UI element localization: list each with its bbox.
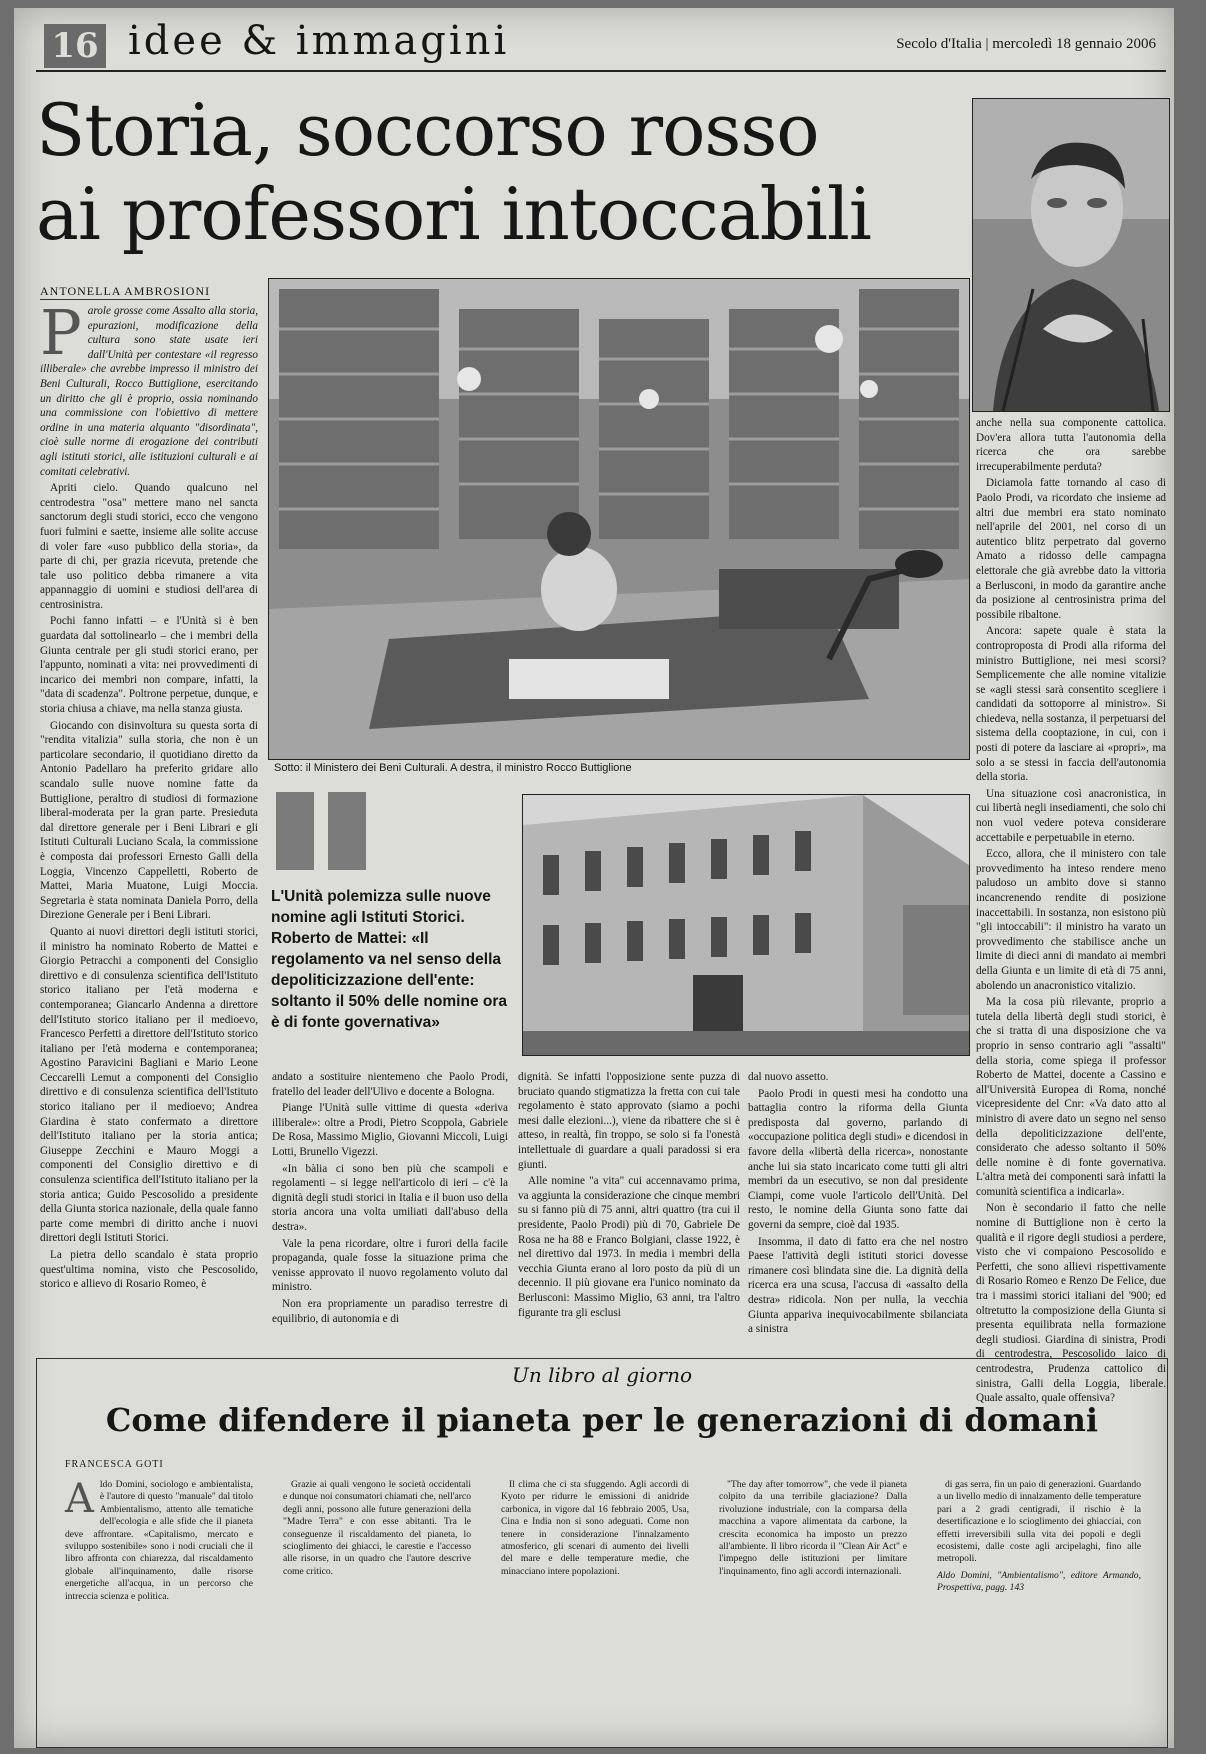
article-column-4	[748, 1070, 968, 1336]
paragraph: Ecco, allora, che il ministero con tale provvedimento ha inteso rendere meno paludoso un ambito dove si stanno incancrenendo rendite di posizione inaccettabili. In sostanza, non esistono più "gli intoccabili": il ministro ha varato un provvedimento che stabilisce anche un limite di dieci anni di mandato ai membri della Giunta e un limite di età di 75 anni, abolendo un anacronistico vitalizio.	[976, 848, 1166, 992]
paragraph: Diciamola fatte tornando al caso di Paolo Prodi, va ricordato che insieme ad altri due membri era stato nominato nell'aprile del 2001, nel corso di un autentico blitz perpetrato dal governo Amato a ridosso delle campagna elettorale che già avrebbe dato la vittoria a Berlusconi, in modo da garantire anche da posizione al centrosinistra prima del possibile ribaltone.	[976, 477, 1166, 621]
paragraph: Paolo Prodi in questi mesi ha condotto una battaglia contro la riforma della Giunta predisposta dal governo, parlando di «occupazione politica degli studi» e dicendosi in favore della «libertà della ricerca», nonostante anche lui sia stato incaricato come tutti gli altri membri da un esecutivo, se non dal presidente Ciampi, come vuole l'articolo dell'Unità. Del resto, le nomine della Giunta sono fatte dai governi da sempre, cioè dal 1935.	[748, 1087, 968, 1231]
box-kicker: Un libro al giorno	[511, 1363, 693, 1387]
article-byline: ANTONELLA AMBROSIONI	[40, 284, 211, 298]
masthead-rule	[36, 70, 1166, 72]
portrait-image	[973, 99, 1169, 411]
dateline: Secolo d'Italia | mercoledì 18 gennaio 2006	[896, 36, 1156, 52]
paragraph: Ancora: sapete quale è stata la controproposta di Prodi alla riforma del ministro Buttiglione, nei mesi scorsi? Semplicemente che alle nomine vitalizie se «agli stessi sarà consentito scegliere i candidati da sottoporre al ministro». Si chiedeva, nella sostanza, il perpetuarsi del sistema della cooptazione, in cui, con i posti di potere da lasciare ai «propri», ma solo a se stessi in faccia dell'autonomia della storia.	[976, 625, 1166, 784]
headline-line-1: Storia, soccorso rosso	[36, 88, 819, 172]
pull-quote: L'Unità polemizza sulle nuove nomine agli Istituti Storici. Roberto de Mattei: «Il regolamento va nel senso della depoliticizzazione dell'ente: soltanto il 50% delle nomine ora è di fonte governativa»	[271, 888, 507, 1031]
box-column-4	[719, 1479, 907, 1737]
paragraph: Ma la cosa più rilevante, proprio a tutela della libertà degli studi storici, è che si tratta di una disposizione che va proprio in senso contrario agli "assalti" della storia, come spiega il professor Roberto de Mattei, docente a Cassino e all'Università Europea di Roma, nonché vicepresidente del Cnr: «Va dato atto al ministro di avere dato un segno nel senso della depoliticizzazione dell'ente, considerato che adesso soltanto il 50% delle nomine è di fonte governativa. L'altra metà dei componenti sarà infatti la comunità scientifica a indicarla».	[976, 996, 1166, 1198]
article-column-1	[40, 296, 258, 1336]
drop-cap: P	[40, 296, 82, 369]
masthead	[44, 14, 1164, 74]
box-column-5	[937, 1479, 1141, 1737]
paragraph: Pochi fanno infatti – e l'Unità si è ben guardata dal sottolinearlo – che i membri della Giunta centrale per gli studi storici erano, per l'appunto, nominati a vita: nei provvedimenti di incarico dei membri non compare, infatti, la "data di scadenza". Poltrone perpetue, dunque, e storia chiusa a chiave, ma nella stanza giusta.	[40, 615, 258, 716]
library-photo	[268, 278, 970, 760]
paragraph: Il clima che ci sta sfuggendo. Agli accordi di Kyoto per ridurre le emissioni di anidride carbonica, in vigore dal 16 febbraio 2005, Usa, Cina e India non si sono adeguati. Come non tenere in considerazione l'innalzamento atmosferico, gli scenari di aumento dei livelli del mare e delle temperature medie, che minacciano intere popolazioni.	[501, 1479, 689, 1577]
headline-line-2: ai professori intoccabili	[36, 172, 871, 256]
ministry-building-photo	[522, 794, 970, 1056]
page-number: 16	[44, 24, 106, 68]
paragraph: Apriti cielo. Quando qualcuno nel centrodestra "osa" mettere mano nel sancta sanctorum degli studi storici, ecco che vengono fuori fulmini e saette, insieme alle solite accuse di voler fare «uso pubblico della storia», da parte di chi, per grazia ricevuta, pretende che tale uso politico debba rimanere a vita appannaggio di uomini e studiosi dell'area di centrosinistra.	[40, 482, 258, 611]
paragraph: Giocando con disinvoltura su questa sorta di "rendita vitalizia" sulla storia, che non è un particolare secondario, il quotidiano diretto da Antonio Padellaro ha preferito gridare allo scandalo sulle nuove nomine fatte da Buttiglione, peraltro di studiosi di formazione liberal-moderata per la gran parte. Presieduta dal direttore generale per i Beni Librari e gli Istituti Culturali Luciano Scala, la commissione è composta dai professori Ernesto Galli della Loggia, Vincenzo Cappelletti, Roberto de Mattei, Maria Muatone, Luigi Moccia. Segretaria è stata nominata Daniela Porro, della Direzione Generale per i Beni Librari.	[40, 719, 258, 922]
paragraph: Alle nomine "a vita" cui accennavamo prima, va aggiunta la considerazione che cinque membri su si fanno più di 75 anni, altri quattro (tra cui il presidente, Paolo Prodi) più di 70, Gabriele De Rosa ne ha 88 e Franco Bolgiani, classe 1922, è nel direttivo dal 1973. In media i membri della vecchia Giunta erano al loro posto da più di un decennio. Il più giovane era l'unico nominato da Berlusconi: Massimo Miglio, 63 anni, tra l'altro figurante tra gli esclusi	[518, 1175, 740, 1319]
paragraph: Grazie ai quali vengono le società occidentali e dunque noi consumatori chiamati che, nell'arco degli anni, possono alle future generazioni della "Madre Terra" e con esse abitanti. Tra le conseguenze il riscaldamento del pianeta, lo scioglimento dei ghiacci, le carestie e l'accesso alle risorse, in un quadro che l'autore descrive come critico.	[283, 1479, 471, 1577]
paragraph: ldo Domini, sociologo e ambientalista, è l'autore di questo "manuale" dal titolo Ambientalismo, attento alle tematiche dell'ecologia e alle sfide che il pianeta deve affrontare. «Capitalismo, mercato e sviluppo sostenibile» sono i nodi cruciali che il libro affronta con chiarezza, dal riscaldamento globale all'inquinamento, dalle risorse energetiche all'acqua, in un percorso che intreccia scienza e politica.	[65, 1479, 253, 1602]
paragraph: Insomma, il dato di fatto era che nel nostro Paese l'attività degli istituti storici dovesse rimanere così blindata sine die. La dignità della ricerca era una scusa, l'accusa di «assalto della destra» ridicola. Non per nulla, la vecchia Giunta appariva inequivocabilmente sbilanciata a sinistra	[748, 1235, 968, 1336]
paragraph: Piange l'Unità sulle vittime di questa «deriva illiberale»: oltre a Prodi, Pietro Scoppola, Gabriele De Rosa, Massimo Miglio, Giovanni Miccoli, Luigi Lotti, Brunello Vigezzi.	[272, 1102, 508, 1158]
paragraph: arole grosse come Assalto alla storia, epurazioni, modificazione della cultura sono state usate ieri dall'Unità per contestare «il regresso illiberale» che avrebbe impresso il ministro dei Beni Culturali, Rocco Buttiglione, esercitando un diritto che gli è proprio, ossia nominando una commissione con l'obiettivo di mettere ordine in una materia alquanto "disordinata", cioè sulle norme di erogazione dei contributi agli istituti storici, alle istituzioni culturali e ai comitati celebrativi.	[40, 305, 258, 478]
box-column-3	[501, 1479, 689, 1737]
article-column-3	[518, 1070, 740, 1332]
article-headline	[36, 88, 956, 256]
box-title: Come difendere il pianeta per le generazioni di domani	[105, 1401, 1099, 1439]
box-drop-cap: A	[65, 1476, 94, 1522]
paragraph: di gas serra, fin un paio di generazioni. Guardando a un livello medio di innalzamento delle temperature pari a 2 gradi centigradi, il rischio è la desertificazione e lo scioglimento dei ghiacciai, con effetti irreversibili sulla vita dei popoli e degli ecosistemi, dalle coste agli arcipelaghi, fino alle metropoli.	[937, 1479, 1141, 1565]
section-name: idee & immagini	[128, 18, 510, 64]
paragraph: Non è secondario il fatto che nelle nomine di Buttiglione non è certo la qualità e il rigore degli studiosi a perdere, visto che vi compaiono Pescosolido e Perfetti, che sono allievi rispettivamente di Rosario Romeo e Renzo De Felice, due tra i massimi storici italiani del '900; ed oltretutto la composizione della Giunta si presenta equilibrata nella formazione degli studiosi. Giardina di sinistra, Prodi di centrodestra, Pescosolido laico di centrodestra, Prudenza cattolico di sinistra, Galli della Loggia, liberale. Quale assalto, quale offensiva?	[976, 1202, 1166, 1405]
minister-portrait-photo	[972, 98, 1170, 412]
library-reading-room-image	[269, 279, 969, 759]
pull-quote-mark	[276, 792, 371, 870]
photo-caption: Sotto: il Ministero dei Beni Culturali. A destra, il ministro Rocco Buttiglione	[274, 762, 632, 774]
paragraph: dignità. Se infatti l'opposizione sente puzza di bruciato quando stigmatizza la fretta con cui tale regolamento è stato approvato (siamo a pochi mesi dalle elezioni...), viene da ribattere che si è atteso, in realtà, fin troppo, se solo si fa l'onestà intellettuale di guardare a quali paradossi si era giunti.	[518, 1071, 740, 1171]
paragraph: Quanto ai nuovi direttori degli istituti storici, il ministro ha nominato Roberto de Mattei e Giorgio Petracchi a componenti del Consiglio direttivo e di consulenza scientifica dell'Istituto storico italiano per l'età moderna e contemporanea; Giancarlo Andenna a direttore dell'Istituto storico italiano per il medioevo, Francesco Perfetti a direttore dell'Istituto storico italiano per l'età moderna e contemporanea; Agostino Paravicini Bagliani e Mario Leone Ceccarelli Lemut a componenti del Consiglio direttivo e di consulenza scientifica dell'Istituto storico italiano per il medioevo; Andrea Giardina è stato confermato a direttore dell'Istituto italiano per la storia antica; Giuseppe Zecchini e Mauro Moggi a componenti del Consiglio direttivo e di consulenza scientifica dell'Istituto italiano per la storia antica; Guido Pescosolido a presidente della Giunta storica nazionale, della quale fanno parte come membri di diritto anche i nuovi direttori degli Istituti Storici.	[40, 925, 258, 1245]
box-byline: FRANCESCA GOTI	[65, 1459, 164, 1470]
paragraph: dal nuovo assetto.	[748, 1071, 829, 1083]
box-column-2	[283, 1479, 471, 1737]
newspaper-page	[14, 8, 1174, 1748]
paragraph: Una situazione così anacronistica, in cui libertà negli insediamenti, che solo chi non vuol vedere poteva considerare accettabile e perpetuabile in eterno.	[976, 787, 1166, 844]
book-of-the-day-box	[36, 1358, 1168, 1748]
book-credit: Aldo Domini, "Ambientalismo", editore Armando, Prospettiva, pagg. 143	[937, 1569, 1141, 1594]
article-column-2	[272, 1070, 508, 1332]
box-column-1	[65, 1476, 253, 1737]
paragraph: La pietra dello scandalo è stata proprio quest'ultima nomina, visto che Pescosolido, storico e allievo di Rosario Romeo, è	[40, 1249, 258, 1291]
building-image	[523, 795, 969, 1055]
paragraph: "The day after tomorrow", che vede il pianeta colpito da una terribile glaciazione? Dalla rivoluzione industriale, con la comparsa della macchina a vapore alimentata da carbone, la crescita economica ha imposto un prezzo all'ambiente. Il libro ricorda il "Clean Air Act" e l'impegno delle istituzioni per limitare l'inquinamento, fino agli accordi internazionali.	[719, 1479, 907, 1577]
paragraph: «In bàlia ci sono ben più che scampoli e regolamenti – si legge nell'articolo di ieri – c'è la dignità degli studi storici in Italia e il buon uso della storia ancora una volta umiliati dall'abuso della destra».	[272, 1162, 508, 1233]
paragraph: Non era propriamente un paradiso terrestre di equilibrio, di autonomia e di	[272, 1297, 508, 1325]
paragraph: andato a sostituire nientemeno che Paolo Prodi, fratello del leader dell'Ulivo e docente a Bologna.	[272, 1071, 508, 1098]
paragraph: Vale la pena ricordare, oltre i furori della facile propaganda, quale fosse la situazione prima che venisse approvato il nuovo regolamento voluto dal ministro.	[272, 1237, 508, 1294]
article-column-5	[976, 416, 1166, 1405]
paragraph: anche nella sua componente cattolica. Dov'era allora tutta l'autonomia della ricerca che ora sarebbe irrecuperabilmente perduta?	[976, 417, 1166, 473]
